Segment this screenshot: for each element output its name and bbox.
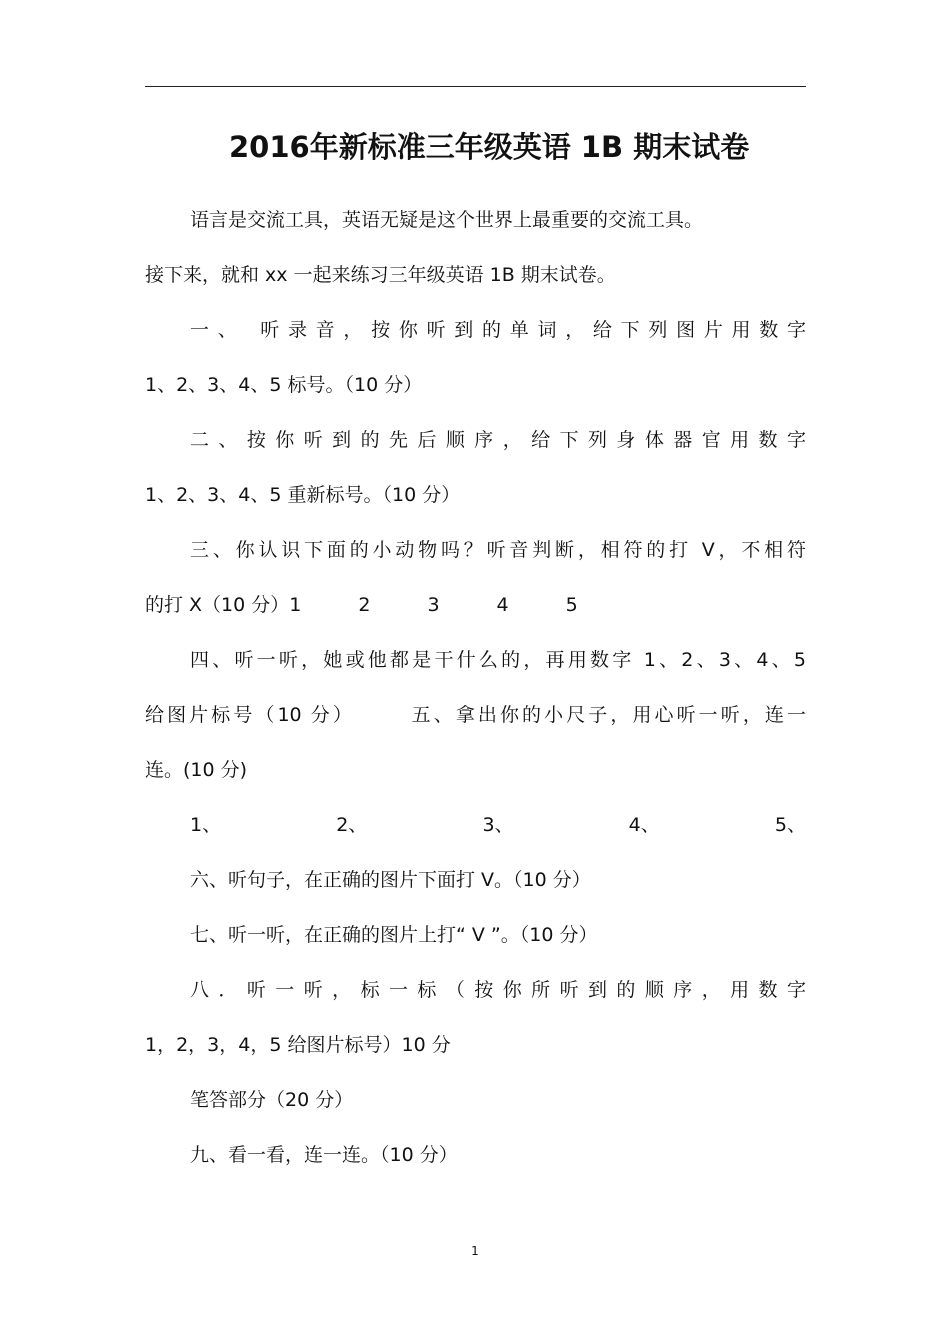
question-1 [145, 303, 806, 413]
number-label-1: 1、 [190, 814, 222, 836]
question-6-line: 六、听句子，在正确的图片下面打 V。（10 分） [190, 869, 591, 891]
question-9 [145, 1128, 806, 1183]
question-1-line-1: 一、 听录音，按你听到的单词，给下列图片用数字 [190, 319, 806, 341]
question-8 [145, 963, 806, 1073]
question-6 [145, 853, 806, 908]
question-4-line-3: 连。(10 分) [145, 759, 248, 781]
intro-line-2: 接下来，就和 xx 一起来练习三年级英语 1B 期末试卷。 [145, 264, 616, 286]
question-3-line-1: 三、你认识下面的小动物吗？听音判断，相符的打 V，不相符 [190, 539, 806, 561]
question-4-line-1: 四、听一听，她或他都是干什么的，再用数字 1、2、3、4、5 [190, 649, 806, 671]
number-label-5: 5、 [774, 814, 806, 836]
question-4-line-2: 给图片标号（10 分） 五、拿出你的小尺子，用心听一听，连一 [145, 704, 806, 726]
question-7 [145, 908, 806, 963]
question-8-line-1: 八．听一听，标一标（按你所听到的顺序，用数字 [190, 979, 806, 1001]
number-label-3: 3、 [482, 814, 514, 836]
question-3-line-2: 的打 X（10 分）1 2 3 4 5 [145, 594, 578, 616]
number-label-2: 2、 [336, 814, 368, 836]
question-8-line-2: 1，2，3，4，5 给图片标号）10 分 [145, 1034, 451, 1056]
intro-paragraph [145, 193, 806, 303]
question-9-line: 九、看一看，连一连。（10 分） [190, 1144, 458, 1166]
question-2 [145, 413, 806, 523]
written-part-line: 笔答部分（20 分） [190, 1089, 354, 1111]
number-row [190, 798, 806, 853]
question-2-line-1: 二、按你听到的先后顺序，给下列身体器官用数字 [190, 429, 806, 451]
question-3 [145, 523, 806, 633]
question-4 [145, 633, 806, 798]
intro-line-1: 语言是交流工具，英语无疑是这个世界上最重要的交流工具。 [190, 209, 704, 231]
page-number: 1 [471, 1244, 479, 1258]
written-part-heading [145, 1073, 806, 1128]
header-rule [145, 86, 806, 87]
question-7-line: 七、听一听，在正确的图片上打“ V ”。（10 分） [190, 924, 598, 946]
question-2-line-2: 1、2、3、4、5 重新标号。（10 分） [145, 484, 461, 506]
document-title: 2016年新标准三年级英语 1B 期末试卷 [229, 130, 750, 164]
number-label-4: 4、 [628, 814, 660, 836]
question-1-line-2: 1、2、3、4、5 标号。（10 分） [145, 374, 423, 396]
